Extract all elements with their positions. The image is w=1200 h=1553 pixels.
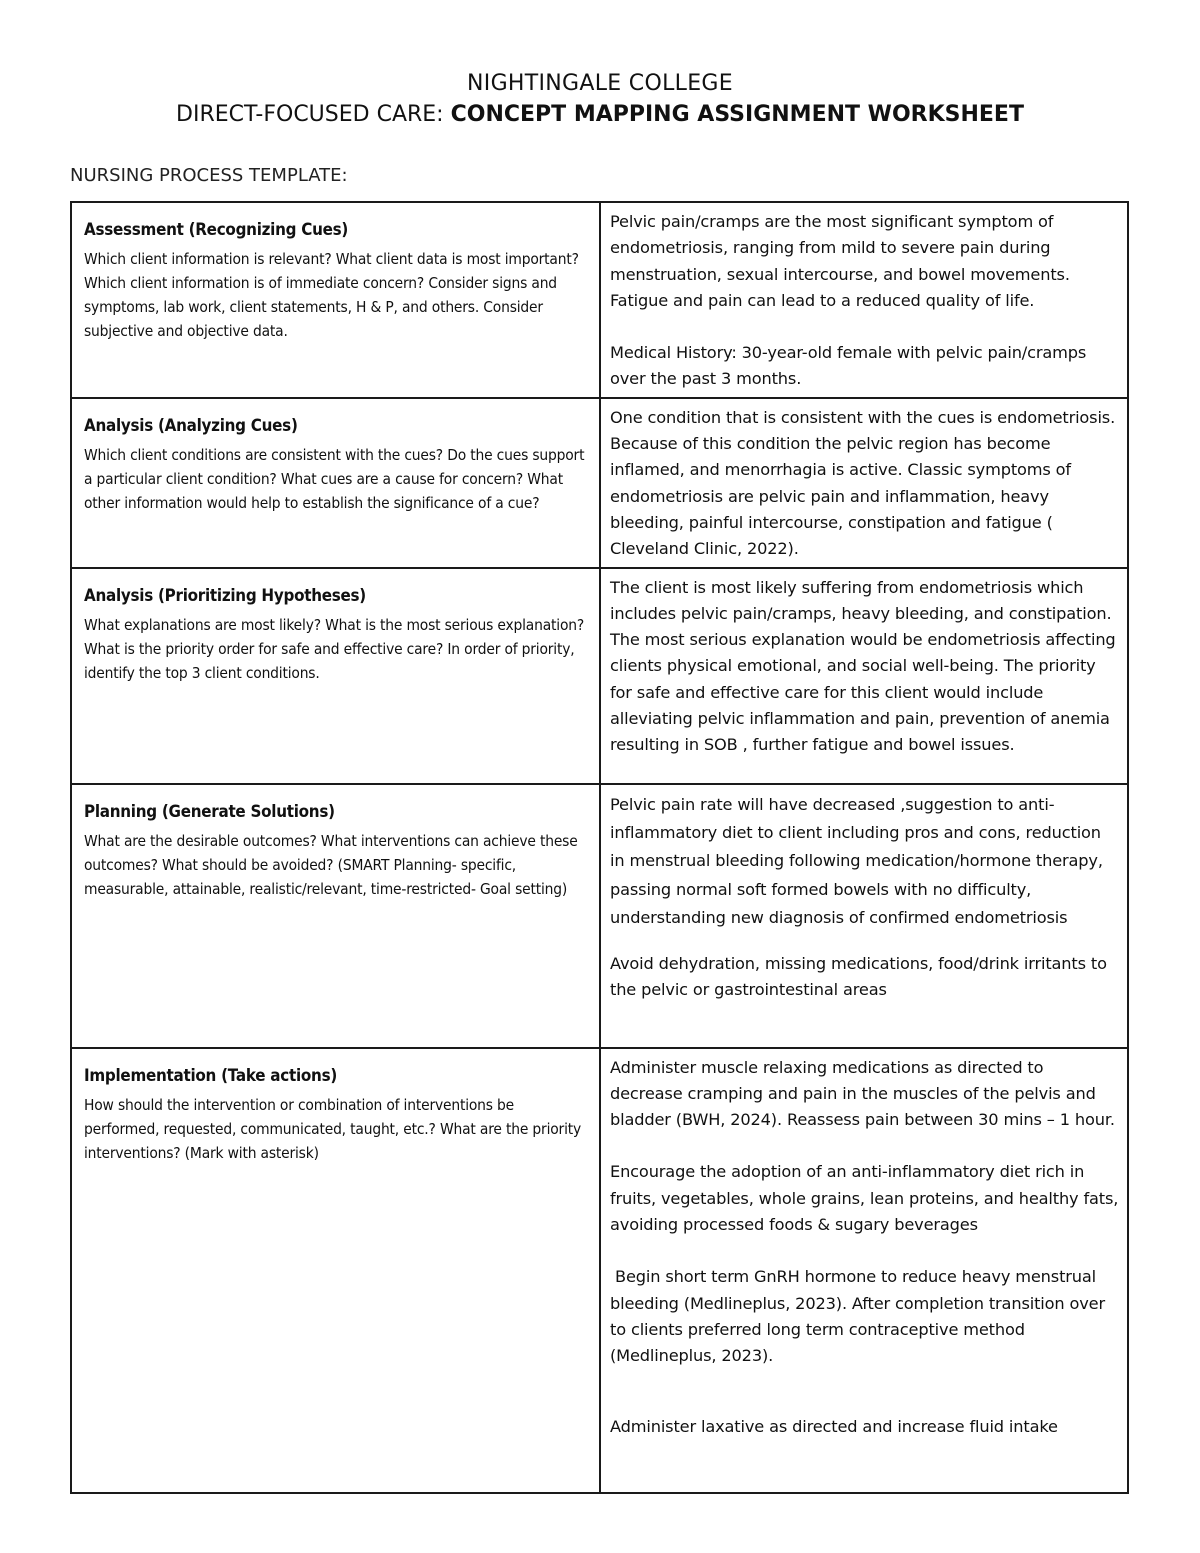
response-paragraph: Avoid dehydration, missing medications, food/drink irritants to the pelvic or gastrointestinal areas <box>610 953 1107 999</box>
worksheet-title-bold: CONCEPT MAPPING ASSIGNMENT WORKSHEET <box>450 102 1024 127</box>
response-cell <box>600 784 1128 1048</box>
response-paragraph: Administer laxative as directed and increase fluid intake <box>610 1416 1058 1436</box>
college-name: NIGHTINGALE COLLEGE <box>467 71 733 96</box>
response-paragraph: Pelvic pain rate will have decreased ,suggestion to anti-inflammatory diet to client including pros and cons, reduction in menstrual bleeding following medication/hormone therapy, passing normal soft formed bowels with no difficulty, understanding new diagnosis of confirmed endometriosis <box>610 794 1103 928</box>
worksheet-title-prefix: DIRECT-FOCUSED CARE: <box>176 102 451 127</box>
response-paragraph: The client is most likely suffering from endometriosis which includes pelvic pain/cramps, heavy bleeding, and constipation. The most serious explanation would be endometriosis affecting clients physical emotional, and social well-being. The priority for safe and effective care for this client would include alleviating pelvic inflammation and pain, prevention of anemia resulting in SOB , further fatigue and bowel issues. <box>610 577 1116 755</box>
row-description: How should the intervention or combination of interventions be performed, requested, communicated, taught, etc.? What are the priority interventions? (Mark with asterisk) <box>84 1095 582 1162</box>
response-paragraph: Pelvic pain/cramps are the most significant symptom of endometriosis, ranging from mild to severe pain during menstruation, sexual intercourse, and bowel movements. Fatigue and pain can lead to a reduced quality of life. <box>610 212 1070 310</box>
table-row-implementation <box>71 1048 1128 1493</box>
row-description: What are the desirable outcomes? What interventions can achieve these outcomes? What should be avoided? (SMART Planning- specific, measurable, attainable, realistic/relevant, time-restricted- Goal setting) <box>84 831 578 898</box>
prompt-cell <box>71 398 600 568</box>
response-paragraph: Medical History: 30-year-old female with pelvic pain/cramps over the past 3 months. <box>610 343 1087 389</box>
row-title: Analysis (Prioritizing Hypotheses) <box>84 585 366 605</box>
template-label: NURSING PROCESS TEMPLATE: <box>70 165 348 186</box>
response-paragraph: One condition that is consistent with the cues is endometriosis. Because of this condition the pelvic region has become inflamed, and menorrhagia is active. Classic symptoms of endometriosis are pelvic pain and inflammation, heavy bleeding, painful intercourse, constipation and fatigue ( Cleveland Clinic, 2022). <box>610 407 1116 559</box>
prompt-cell <box>71 568 600 784</box>
worksheet-title <box>0 100 1200 130</box>
nursing-process-table <box>70 201 1129 1494</box>
response-cell <box>600 202 1128 398</box>
response-paragraph: Begin short term GnRH hormone to reduce heavy menstrual bleeding (Medlineplus, 2023). After completion transition over to clients preferred long term contraceptive method (Medlineplus, 2023). <box>610 1267 1110 1366</box>
prompt-cell <box>71 784 600 1048</box>
response-cell <box>600 568 1128 784</box>
table-row-analyzing-cues <box>71 398 1128 568</box>
row-description: What explanations are most likely? What is the most serious explanation? What is the priority order for safe and effective care? In order of priority, identify the top 3 client conditions. <box>84 615 585 682</box>
row-description: Which client information is relevant? What client data is most important? Which client information is of immediate concern? Consider signs and symptoms, lab work, client statements, H & P, and others. Consider subjective and objective data. <box>84 250 579 340</box>
table-row-prioritizing <box>71 568 1128 784</box>
response-paragraph: Encourage the adoption of an anti-inflammatory diet rich in fruits, vegetables, whole grains, lean proteins, and healthy fats, avoiding processed foods & sugary beverages <box>610 1162 1119 1235</box>
response-paragraph: Administer muscle relaxing medications as directed to decrease cramping and pain in the muscles of the pelvis and bladder (BWH, 2024). Reassess pain between 30 mins – 1 hour. <box>610 1057 1115 1130</box>
prompt-cell <box>71 1048 600 1493</box>
row-title: Implementation (Take actions) <box>84 1065 337 1085</box>
prompt-cell <box>71 202 600 398</box>
response-cell <box>600 1048 1128 1493</box>
table-row-assessment <box>71 202 1128 398</box>
table-row-planning <box>71 784 1128 1048</box>
response-cell <box>600 398 1128 568</box>
row-title: Analysis (Analyzing Cues) <box>84 415 298 435</box>
row-description: Which client conditions are consistent with the cues? Do the cues support a particular client condition? What cues are a cause for concern? What other information would help to establish the significance of a cue? <box>84 445 585 512</box>
row-title: Planning (Generate Solutions) <box>84 801 335 821</box>
row-title: Assessment (Recognizing Cues) <box>84 220 349 239</box>
document-header <box>0 70 1200 130</box>
